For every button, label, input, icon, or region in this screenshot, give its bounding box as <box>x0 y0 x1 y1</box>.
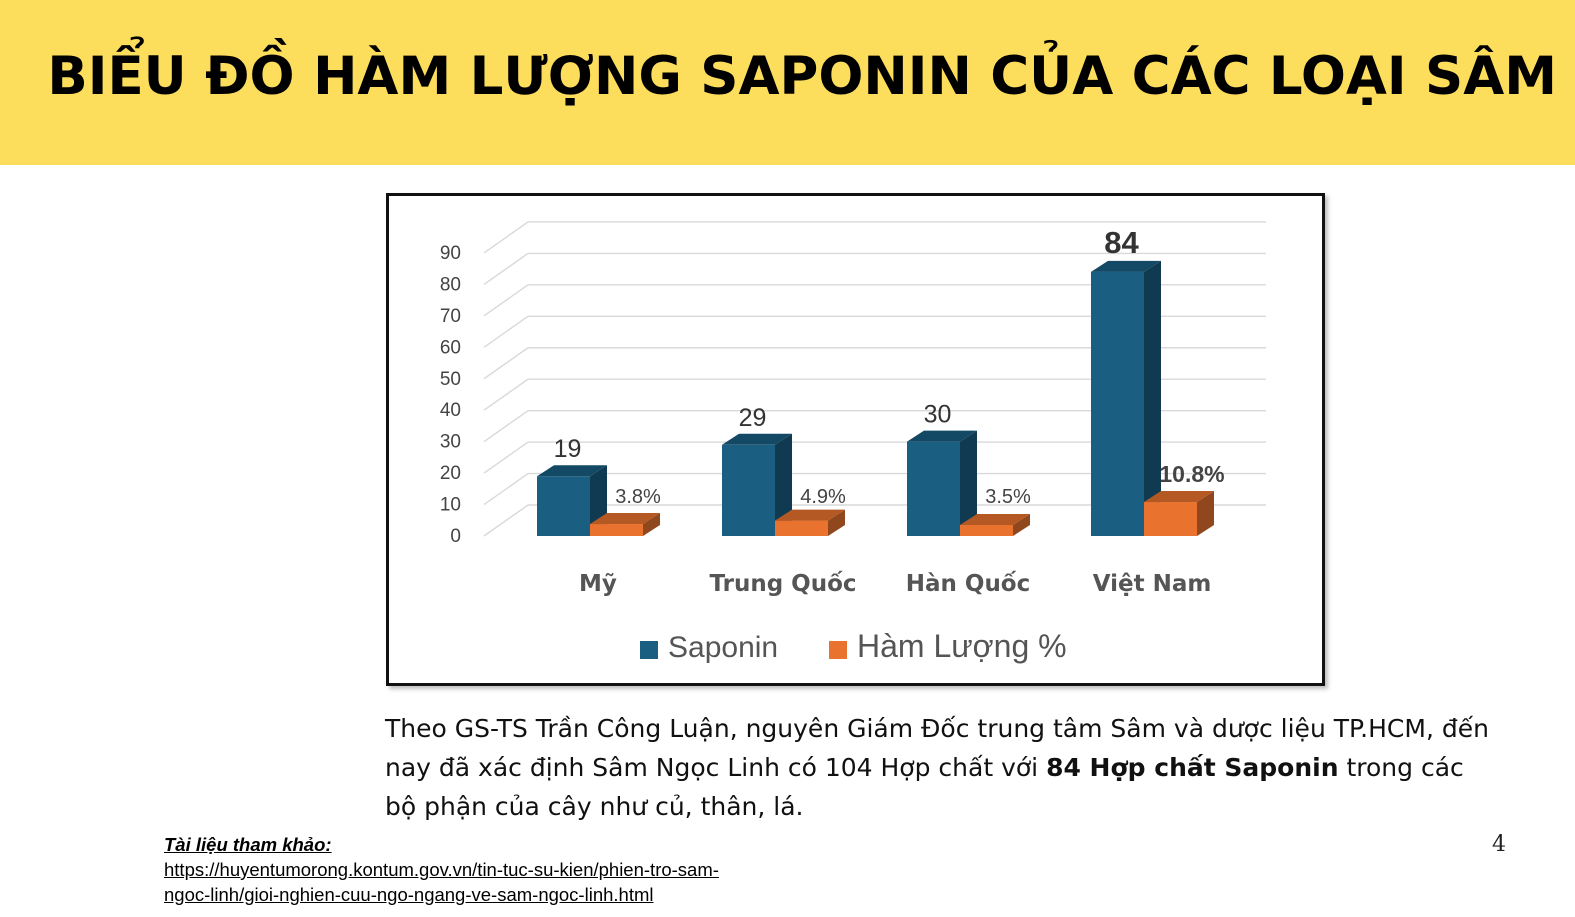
gridline-diagonal <box>484 222 528 253</box>
page-number: 4 <box>1492 832 1506 857</box>
y-tick-label: 40 <box>439 400 461 422</box>
gridline-diagonal <box>484 316 528 347</box>
data-label-saponin: 29 <box>738 403 767 432</box>
legend-label-saponin: Saponin <box>668 631 779 664</box>
x-category-label: Việt Nam <box>1092 571 1212 597</box>
gridline-diagonal <box>484 442 528 473</box>
data-label-ham-luong: 4.9% <box>800 486 846 508</box>
data-label-ham-luong: 10.8% <box>1159 461 1225 488</box>
body-paragraph <box>385 709 1497 826</box>
data-label-saponin: 30 <box>923 400 952 429</box>
data-label-ham-luong: 3.5% <box>985 486 1031 508</box>
bar <box>1144 502 1197 536</box>
x-category-label: Mỹ <box>579 571 617 597</box>
y-tick-label: 0 <box>450 526 461 547</box>
data-label-saponin: 84 <box>1104 224 1139 260</box>
bar <box>722 445 775 536</box>
bar <box>907 442 960 536</box>
bar <box>1091 272 1144 536</box>
legend-label-ham-luong: Hàm Lượng % <box>857 628 1067 664</box>
x-category-label: Trung Quốc <box>709 571 857 597</box>
bar <box>775 521 828 536</box>
data-label-ham-luong: 3.8% <box>615 486 661 508</box>
y-tick-label: 90 <box>439 242 461 264</box>
gridline-diagonal <box>484 285 528 316</box>
slide-title: BIỂU ĐỒ HÀM LƯỢNG SAPONIN CỦA CÁC LOẠI SÂM <box>47 46 1557 107</box>
gridline-diagonal <box>484 379 528 410</box>
reference-link-line2[interactable]: ngoc-linh/gioi-nghien-cuu-ngo-ngang-ve-sam-ngoc-linh.html <box>164 884 654 905</box>
body-text-bold: 84 Hợp chất Saponin <box>1046 753 1339 782</box>
chart-frame <box>386 193 1325 686</box>
y-tick-label: 80 <box>439 274 461 296</box>
references <box>164 832 719 907</box>
bar <box>960 525 1013 536</box>
y-tick-label: 50 <box>439 368 461 390</box>
gridline-diagonal <box>484 505 528 536</box>
y-tick-label: 30 <box>439 431 461 453</box>
legend-swatch-ham-luong <box>829 641 847 659</box>
reference-link-line1[interactable]: https://huyentumorong.kontum.gov.vn/tin-tuc-su-kien/phien-tro-sam- <box>164 859 719 880</box>
y-tick-label: 70 <box>439 305 461 327</box>
data-label-saponin: 19 <box>553 435 582 464</box>
title-banner <box>0 0 1575 165</box>
y-tick-label: 20 <box>439 463 461 485</box>
gridline-diagonal <box>484 411 528 442</box>
body-text-part2: trong các bộ phận của cây như củ, thân, lá. <box>385 753 1464 821</box>
y-tick-label: 60 <box>439 337 461 359</box>
bar <box>590 524 643 536</box>
x-category-label: Hàn Quốc <box>905 571 1031 597</box>
bar <box>537 476 590 536</box>
saponin-chart <box>389 196 1322 683</box>
y-tick-label: 10 <box>439 494 461 516</box>
gridline-diagonal <box>484 474 528 505</box>
legend-swatch-saponin <box>640 641 658 659</box>
gridline-diagonal <box>484 348 528 379</box>
body-text-part1: Theo GS-TS Trần Công Luận, nguyên Giám Đốc trung tâm Sâm và dược liệu TP.HCM, đến nay đã xác định Sâm Ngọc Linh có 104 Hợp chất với <box>385 714 1489 782</box>
gridline-diagonal <box>484 253 528 284</box>
references-title: Tài liệu tham khảo: <box>164 834 332 855</box>
